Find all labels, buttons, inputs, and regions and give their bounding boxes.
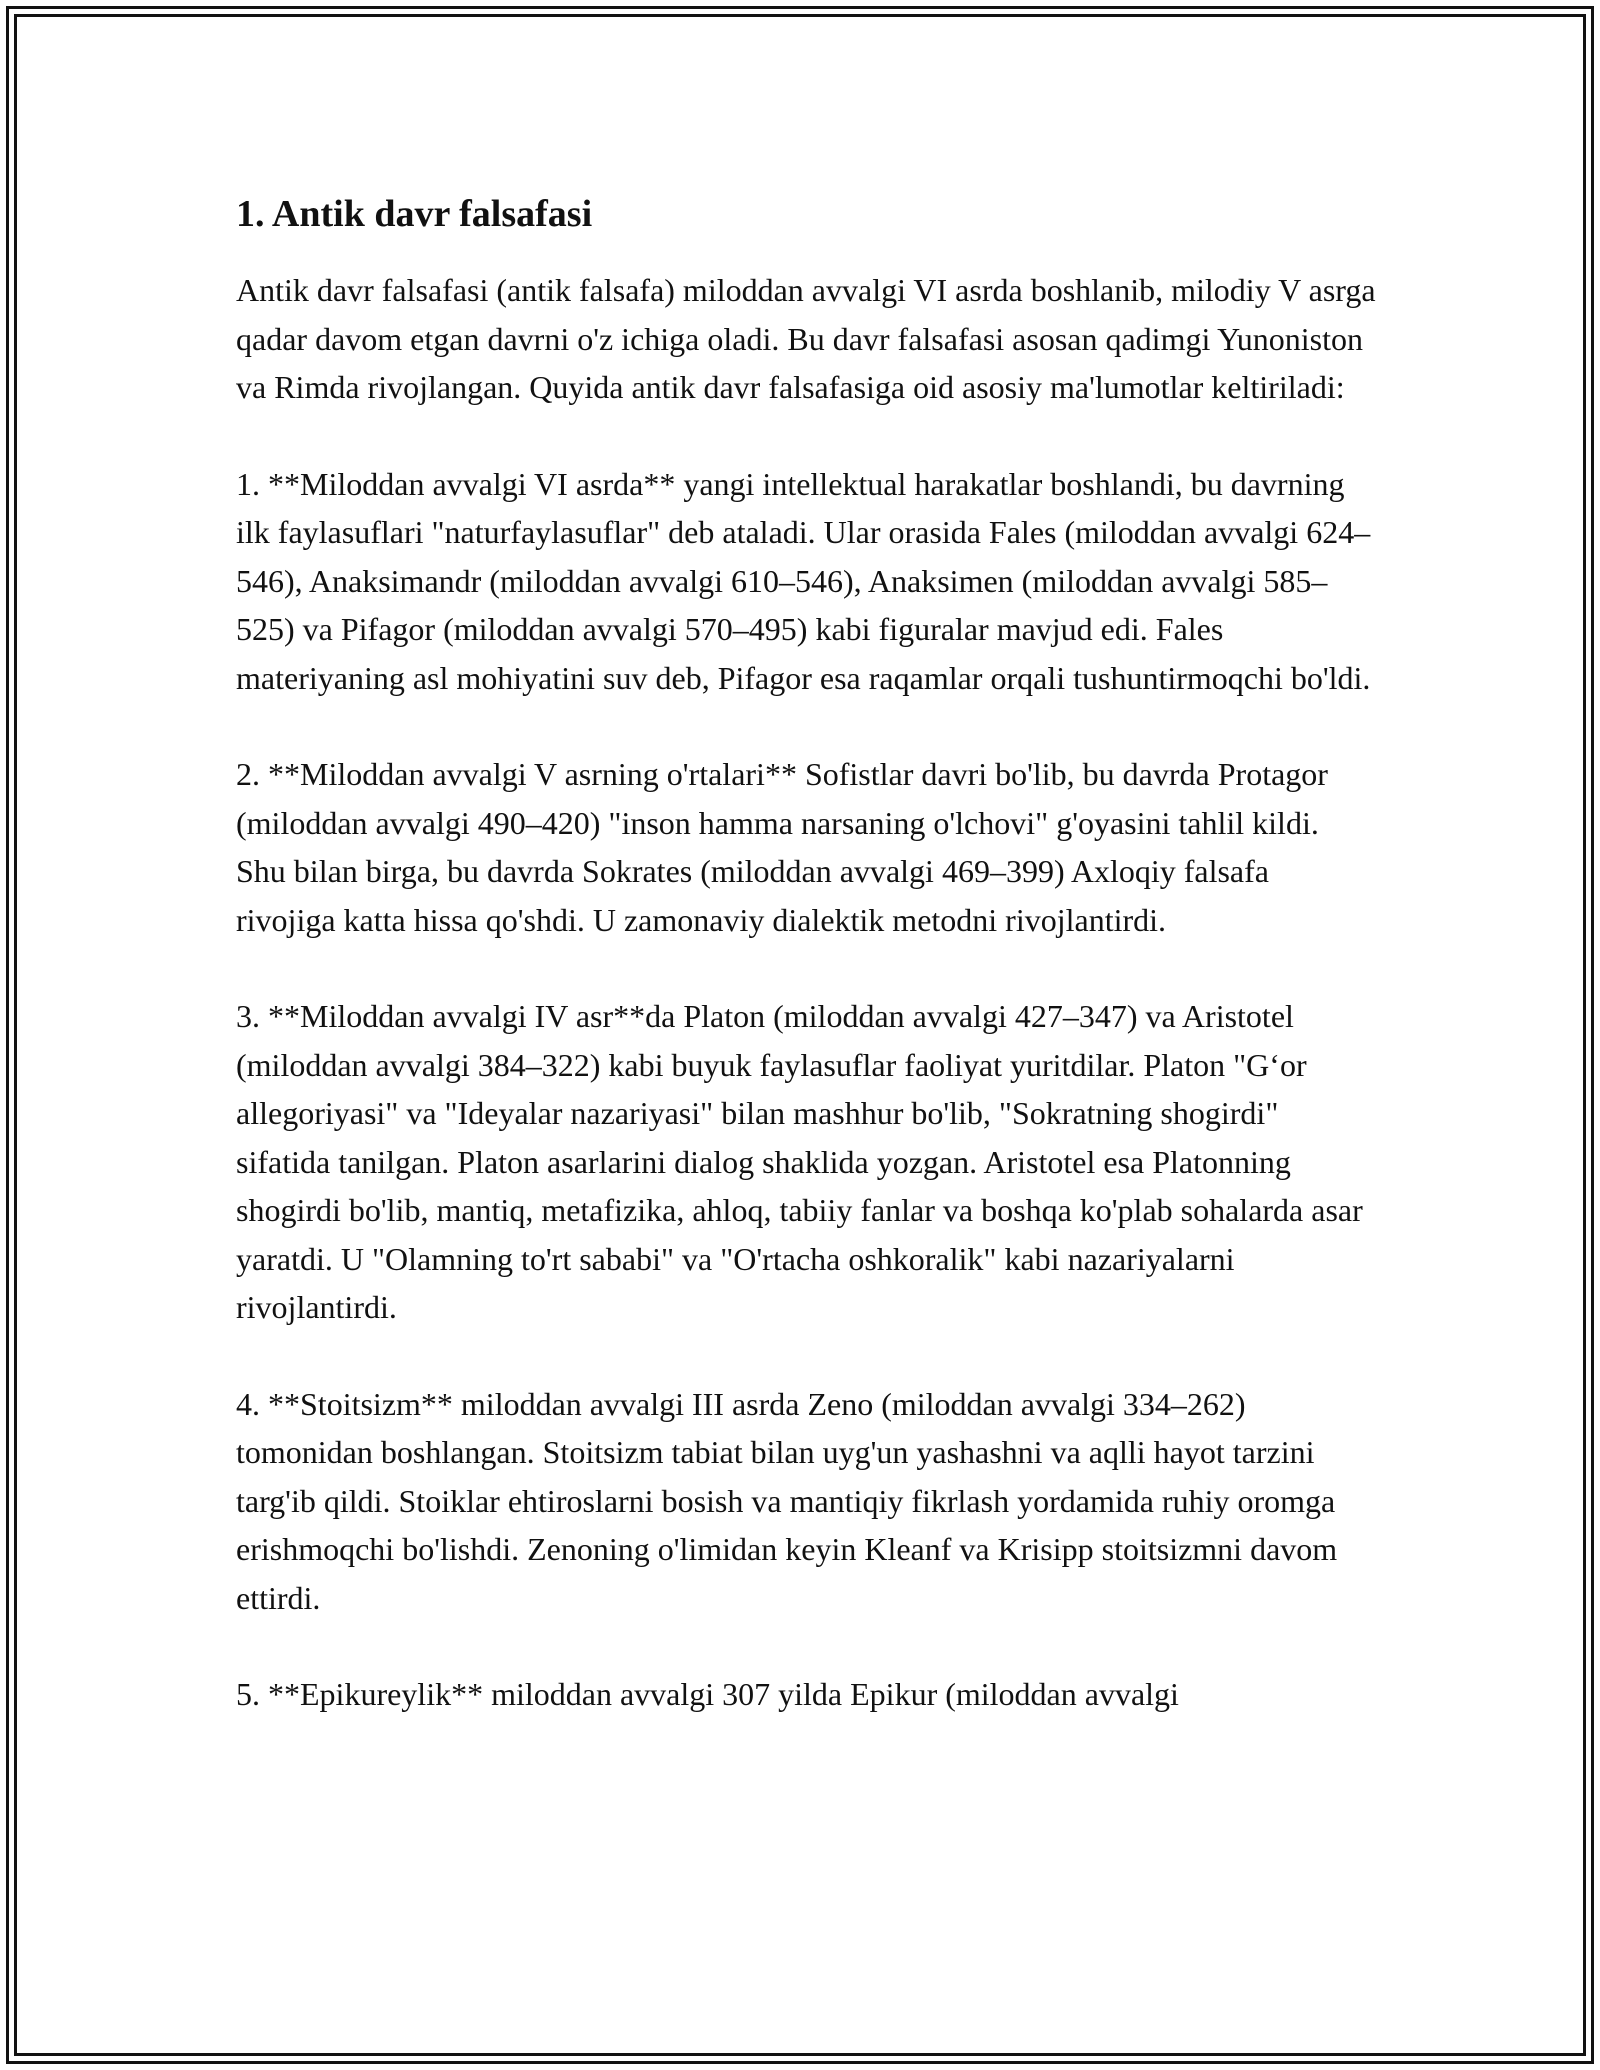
paragraph-item-1: 1. **Miloddan avvalgi VI asrda** yangi intellektual harakatlar boshlandi, bu davrning ilk faylasuflari "naturfaylasuflar" deb ataladi. Ular orasida Fales (miloddan avvalgi 624–546), Anaksimandr (miloddan avvalgi 610–546), Anaksimen (miloddan avvalgi 585–525) va Pifagor (miloddan avvalgi 570–495) kabi figuralar mavjud edi. Fales materiyaning asl mohiyatini suv deb, Pifagor esa raqamlar orqali tushuntirmoqchi bo'ldi. xyxy=(236,465,1371,696)
paragraph-item-2: 2. **Miloddan avvalgi V asrning o'rtalari** Sofistlar davri bo'lib, bu davrda Protagor (miloddan avvalgi 490–420) "inson hamma narsaning o'lchovi" g'oyasini tahlil kildi. Shu bilan birga, bu davrda Sokrates (miloddan avvalgi 469–399) Axloqiy falsafa rivojiga katta hissa qo'shdi. U zamonaviy dialektik metodni rivojlantirdi. xyxy=(236,756,1328,938)
paragraph-item-5: 5. **Epikureylik** miloddan avvalgi 307 yilda Epikur (miloddan avvalgi xyxy=(236,1676,1179,1712)
paragraph-item-4: 4. **Stoitsizm** miloddan avvalgi III asrda Zeno (miloddan avvalgi 334–262) tomonidan boshlangan. Stoitsizm tabiat bilan uyg'un yashashni va aqlli hayot tarzini targ'ib qildi. Stoiklar ehtiroslarni bosish va mantiqiy fikrlash yordamida ruhiy oromga erishmoqchi bo'lishdi. Zenoning o'limidan keyin Kleanf va Krisipp stoitsizmni davom ettirdi. xyxy=(236,1385,1338,1616)
document-body xyxy=(236,188,1376,1767)
section-title: 1. Antik davr falsafasi xyxy=(236,193,593,235)
paragraph-item-3: 3. **Miloddan avvalgi IV asr**da Platon (miloddan avvalgi 427–347) va Aristotel (miloddan avvalgi 384–322) kabi buyuk faylasuflar faoliyat yuritdilar. Platon "G‘or allegoriyasi" va "Ideyalar nazariyasi" bilan mashhur bo'lib, "Sokratning shogirdi" sifatida tanilgan. Platon asarlarini dialog shaklida yozgan. Aristotel esa Platonning shogirdi bo'lib, mantiq, metafizika, ahloq, tabiiy fanlar va boshqa ko'plab sohalarda asar yaratdi. U "Olamning to'rt sababi" va "O'rtacha oshkoralik" kabi nazariyalarni rivojlantirdi. xyxy=(236,998,1363,1325)
intro-paragraph: Antik davr falsafasi (antik falsafa) miloddan avvalgi VI asrda boshlanib, milodiy V asrga qadar davom etgan davrni o'z ichiga oladi. Bu davr falsafasi asosan qadimgi Yunoniston va Rimda rivojlangan. Quyida antik davr falsafasiga oid asosiy ma'lumotlar keltiriladi: xyxy=(236,272,1376,405)
